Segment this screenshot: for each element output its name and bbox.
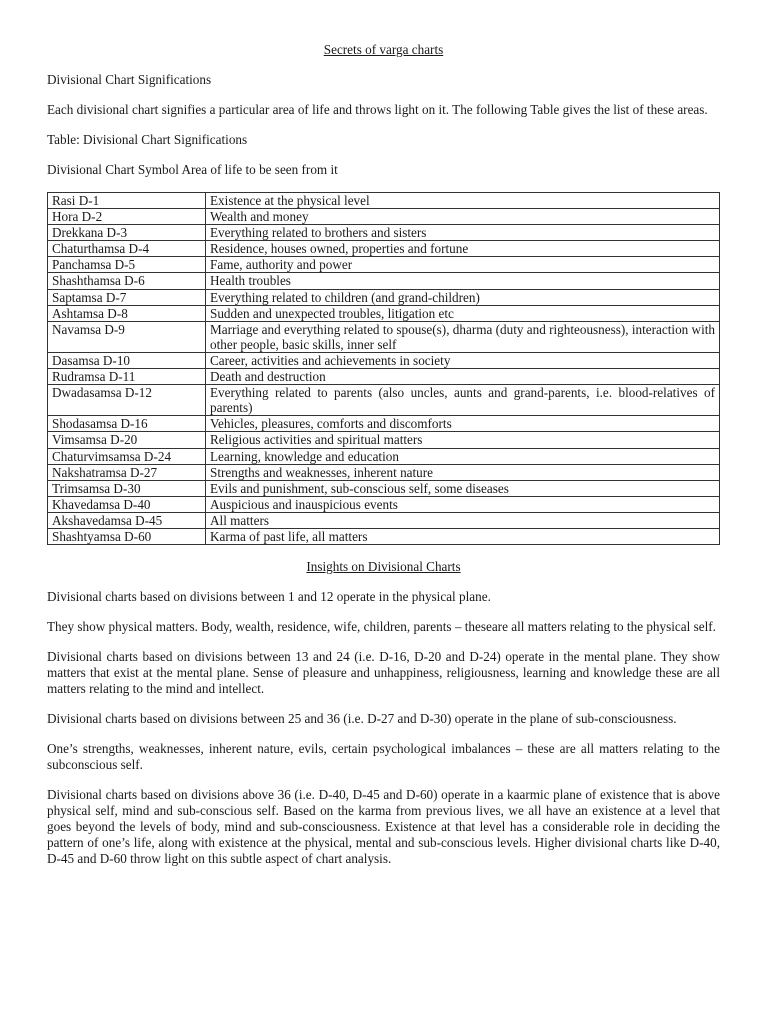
table-row [48,289,720,305]
chart-symbol-cell: Navamsa D-9 [48,321,206,352]
table-row [48,480,720,496]
life-area-cell: Evils and punishment, sub-conscious self, some diseases [206,480,720,496]
insights-title: Insights on Divisional Charts [306,559,461,575]
chart-symbol-cell: Rasi D-1 [48,193,206,209]
chart-symbol-cell: Drekkana D-3 [48,225,206,241]
table-row [48,496,720,512]
table-row [48,352,720,368]
chart-symbol-cell: Saptamsa D-7 [48,289,206,305]
chart-symbol-cell: Ashtamsa D-8 [48,305,206,321]
chart-symbol-cell: Trimsamsa D-30 [48,480,206,496]
life-area-cell: Auspicious and inauspicious events [206,496,720,512]
table-row [48,448,720,464]
life-area-cell: Vehicles, pleasures, comforts and discomforts [206,416,720,432]
life-area-cell: Existence at the physical level [206,193,720,209]
life-area-cell: Learning, knowledge and education [206,448,720,464]
table-row [48,273,720,289]
life-area-cell: Karma of past life, all matters [206,528,720,544]
chart-symbol-cell: Chaturvimsamsa D-24 [48,448,206,464]
life-area-cell: Marriage and everything related to spouse(s), dharma (duty and righteousness), interaction with other people, basic skills, inner self [206,321,720,352]
section-heading: Divisional Chart Significations [47,72,212,87]
insight-paragraph-1: Divisional charts based on divisions between 1 and 12 operate in the physical plane. [47,589,491,605]
chart-symbol-cell: Hora D-2 [48,209,206,225]
life-area-cell: All matters [206,512,720,528]
table-row [48,432,720,448]
life-area-cell: Residence, houses owned, properties and fortune [206,241,720,257]
table-header-line: Divisional Chart Symbol Area of life to be seen from it [47,162,338,177]
chart-symbol-cell: Rudramsa D-11 [48,369,206,385]
table-row [48,528,720,544]
chart-symbol-cell: Akshavedamsa D-45 [48,512,206,528]
insight-paragraph-4: Divisional charts based on divisions between 25 and 36 (i.e. D-27 and D-30) operate in the plane of sub-consciousness. [47,711,677,727]
significations-table [47,192,720,545]
table-row [48,209,720,225]
life-area-cell: Everything related to children (and grand-children) [206,289,720,305]
insight-paragraph-5: One’s strengths, weaknesses, inherent nature, evils, certain psychological imbalances – these are all matters relating to the subconscious self. [47,741,720,773]
table-caption: Table: Divisional Chart Significations [47,132,248,147]
table-row [48,193,720,209]
table-row [48,385,720,416]
chart-symbol-cell: Chaturthamsa D-4 [48,241,206,257]
insight-paragraph-3: Divisional charts based on divisions between 13 and 24 (i.e. D-16, D-20 and D-24) operate in the mental plane. They show matters that exist at the mental plane. Sense of pleasure and unhappiness, religiousness, learning and knowledge these are all matters relating to the mind and intellect. [47,649,720,697]
table-row [48,416,720,432]
intro-paragraph: Each divisional chart signifies a particular area of life and throws light on it. The following Table gives the list of these areas. [47,102,708,117]
table-row [48,369,720,385]
table-row [48,225,720,241]
insight-paragraph-2: They show physical matters. Body, wealth, residence, wife, children, parents – theseare all matters relating to the physical self. [47,619,716,635]
life-area-cell: Everything related to brothers and sisters [206,225,720,241]
chart-symbol-cell: Shashtyamsa D-60 [48,528,206,544]
significations-table-body [48,193,720,545]
life-area-cell: Sudden and unexpected troubles, litigation etc [206,305,720,321]
document-title: Secrets of varga charts [323,42,444,57]
life-area-cell: Wealth and money [206,209,720,225]
table-row [48,305,720,321]
chart-symbol-cell: Nakshatramsa D-27 [48,464,206,480]
life-area-cell: Death and destruction [206,369,720,385]
chart-symbol-cell: Shodasamsa D-16 [48,416,206,432]
table-row [48,512,720,528]
life-area-cell: Religious activities and spiritual matters [206,432,720,448]
life-area-cell: Strengths and weaknesses, inherent nature [206,464,720,480]
table-row [48,464,720,480]
life-area-cell: Everything related to parents (also uncles, aunts and grand-parents, i.e. blood-relatives of parents) [206,385,720,416]
chart-symbol-cell: Dwadasamsa D-12 [48,385,206,416]
chart-symbol-cell: Vimsamsa D-20 [48,432,206,448]
chart-symbol-cell: Shashthamsa D-6 [48,273,206,289]
chart-symbol-cell: Khavedamsa D-40 [48,496,206,512]
chart-symbol-cell: Dasamsa D-10 [48,352,206,368]
chart-symbol-cell: Panchamsa D-5 [48,257,206,273]
life-area-cell: Health troubles [206,273,720,289]
table-row [48,321,720,352]
life-area-cell: Career, activities and achievements in society [206,352,720,368]
life-area-cell: Fame, authority and power [206,257,720,273]
table-row [48,241,720,257]
table-row [48,257,720,273]
insight-paragraph-6: Divisional charts based on divisions above 36 (i.e. D-40, D-45 and D-60) operate in a kaarmic plane of existence that is above physical self, mind and sub-conscious self. Based on the karma from previous lives, we all have an existence at a level that goes beyond the levels of body, mind and sub-consciousness. Existence at that level has a considerable role in deciding the pattern of one’s life, along with existence at the physical, mental and sub-conscious levels. Higher divisional charts like D-40, D-45 and D-60 throw light on this subtle aspect of chart analysis. [47,787,720,867]
